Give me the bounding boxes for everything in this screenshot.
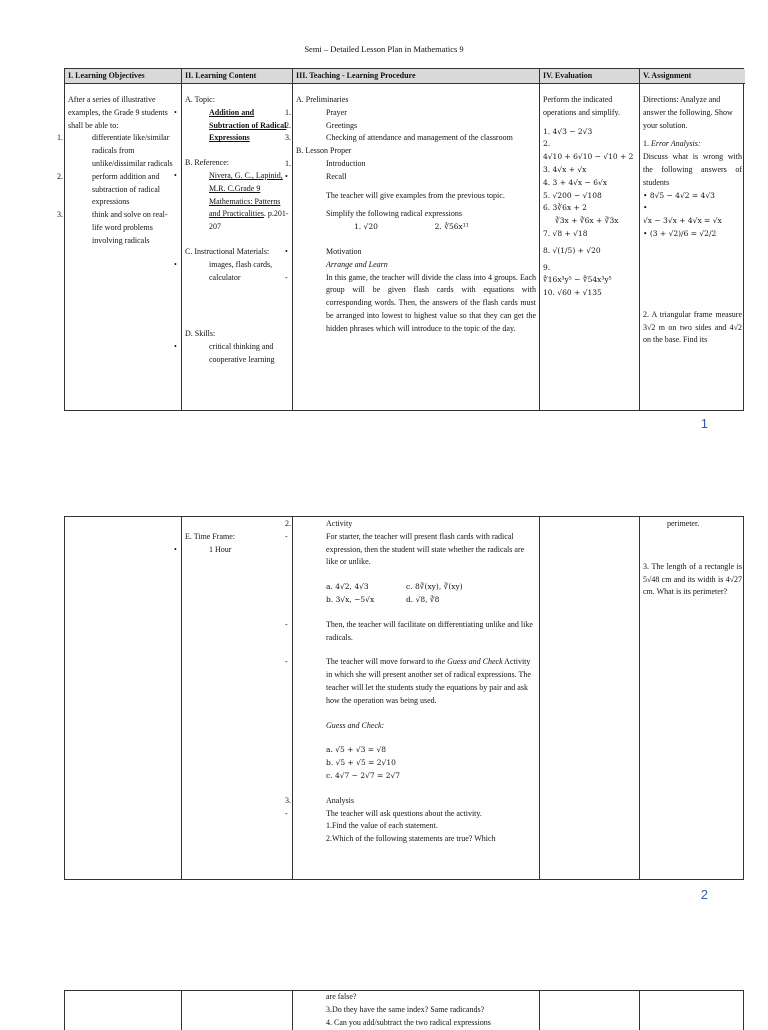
- page-number: 2: [700, 887, 708, 902]
- eval-item: 4. 3 + 4√x − 6√x: [543, 177, 607, 187]
- objective-item: 3. think and solve on real-life word problems involving radicals: [57, 210, 168, 245]
- content-column: E. Time Frame: • 1 Hour: [182, 517, 293, 879]
- skills: critical thinking and cooperative learning: [209, 342, 275, 364]
- materials-label: C. Instructional Materials:: [185, 246, 270, 256]
- topic-title: Addition and Subtraction of Radical Expressions: [209, 107, 287, 143]
- motivation-heading: Motivation: [326, 246, 362, 256]
- objectives-column: [65, 517, 182, 879]
- guess-check-title: Guess and Check:: [326, 720, 385, 730]
- objectives-intro: After a series of illustrative examples, the Grade 9 students shall be able to:: [68, 95, 168, 130]
- eval-item: 7. √8 + √18: [543, 228, 588, 238]
- assignment-q2: 2. A triangular frame measure 3√2 m on two sides and 4√2 on the base. Find its: [643, 309, 742, 345]
- activity-item: a. 4√2, 4√3: [326, 582, 369, 592]
- activity-item: b. 3√x, −5√x: [326, 594, 375, 604]
- header-assignment: V. Assignment: [640, 69, 745, 84]
- assignment-column: [640, 517, 745, 879]
- activity-heading: Activity: [326, 519, 353, 528]
- analysis-question: 4. Can you add/subtract the two radical expressions: [326, 1017, 491, 1027]
- objectives-column: [57, 69, 182, 410]
- guess-item: b. √5 + √5 = 2√10: [326, 758, 396, 768]
- guess-item: a. √5 + √3 = √8: [326, 745, 386, 755]
- recall-example-1: 1. √20: [354, 222, 378, 232]
- eval-item: 10. √60 + √135: [543, 288, 602, 298]
- lesson-plan-table-page-1: [57, 68, 744, 411]
- lesson-plan-table-page-2: [64, 516, 744, 880]
- content-column: II. Learning Content A. Topic: • Addition and Subtraction of Radical Expressions B. Reference: • Nivera, G. C., Lapinid, M.R. C.Grade 9 Mathematics: Patterns and Practicalities. p.201-207 C. Instructional Materials: • images, flash cards, calculator D. Skills: • critical thinking and cooperative learning: [182, 69, 293, 410]
- evaluation-column: [540, 517, 640, 879]
- analysis-text: The teacher will ask questions about the activity.: [326, 808, 482, 818]
- simplify-instruction: Simplify the following radical expressions: [326, 209, 462, 219]
- topic-label: A. Topic:: [185, 95, 215, 104]
- reference-authors: Nivera, G. C., Lapinid, M.R. C.Grade 9 Mathematics: Patterns and Practicalities: [209, 170, 283, 219]
- eval-item: 4√10 + 6√10 − √10 + 2: [543, 152, 634, 162]
- assignment-column: V. Assignment Directions: Analyze and answer the following. Show your solution. 1. Error Analysis: Discuss what is wrong with the following answers of students • 8√5 − 4√2 = 4√3 • √x − 3√x + 4√x = √x • (3 + √2)/6 = √2/2 2. A triangular frame measure 3√2 m on two sides and 4√2 on the base. Find its: [640, 69, 745, 410]
- eval-item: 6. 3∛6x + 2: [543, 203, 587, 213]
- procedure-column: [293, 991, 540, 1030]
- recall-text: The teacher will give examples from the previous topic.: [326, 190, 505, 200]
- reference-pages: . p.201-207: [209, 209, 289, 232]
- timeframe: 1 Hour: [209, 544, 232, 554]
- recall-example-2: 2. ∛56x¹¹: [434, 222, 469, 232]
- error-analysis-text: Discuss what is wrong with the following answers of students: [643, 152, 742, 187]
- lesson-plan-table-page-3: [64, 990, 744, 1030]
- eval-item: ∛3x + ∛6x + ∛3x: [555, 216, 619, 226]
- procedure-column: 2. Activity - For starter, the teacher will present flash cards with radical expression, then the student will state whether the radicals are like or unlike. a. 4√2, 4√3 c. 8∛(xy), ∛(xy) b. 3√x, −5√x d. √8, ∛8 - Then, the teacher will facilitate on differentiating unlike and like radicals. - The teacher will move forward to the Guess and Check Activity in which she will present another set of radical expressions. The teacher will let the students study the equations by pair and ask how the operation was being used. Guess and Check: a. √5 + √3 = √8 b. √5 + √5 = 2√10 c. 4√7 − 2√7 = 2√7 3. Analysis - The teacher will ask questions about the activity. 1.Find the value of each statement. 2.Which of the following statements are true? Which: [293, 517, 540, 879]
- header-objectives: I. Learning Objectives: [65, 69, 181, 84]
- error-item: 8√5 − 4√2 = 4√3: [649, 190, 715, 200]
- eval-item: 5. √200 − √108: [543, 190, 602, 200]
- objectives-column: [65, 991, 182, 1030]
- objective-item: 1. differentiate like/similar radicals from unlike/dissimilar radicals: [57, 133, 173, 168]
- eval-item: 2.: [543, 139, 551, 149]
- error-analysis-title: Error Analysis:: [651, 139, 701, 149]
- eval-item: ∜16x³y⁵ − ∜54x³y⁵: [543, 275, 612, 285]
- eval-item: 8. √(1/5) + √20: [543, 245, 601, 255]
- motivation-title: Arrange and Learn: [326, 259, 388, 269]
- lesson-proper-heading: B. Lesson Proper: [296, 146, 352, 156]
- activity-item: d. √8, ∛8: [406, 594, 440, 604]
- page-number: 1: [700, 416, 708, 431]
- content-column: [182, 991, 293, 1030]
- analysis-question: 2.Which of the following statements are true? Which: [326, 834, 496, 844]
- guess-item: c. 4√7 − 2√7 = 2√7: [326, 770, 401, 780]
- eval-item: 9.: [543, 262, 551, 272]
- timeframe-label: E. Time Frame:: [185, 532, 236, 541]
- header-procedure: III. Teaching - Learning Procedure: [293, 69, 539, 84]
- assignment-column: [640, 991, 745, 1030]
- procedure-column: III. Teaching - Learning Procedure A. Preliminaries 1. Prayer 2. Greetings 3. Checking of attendance and management of the classroom B. Lesson Proper 1. Introduction • Recall The teacher will give examples from the previous topic. Simplify the following radical expressions 1. √20 2. ∛56x¹¹ • Motivation Arrange and Learn - In this game, the teacher will divide the class into 4 groups. Each group will be given flash cards with equations with corresponding words. Then, the answers of the flash cards must be arranged into lowest to highest value so that they can get the hidden phrases which will introduce to the topic of the day.: [293, 69, 540, 410]
- materials: images, flash cards, calculator: [209, 259, 273, 282]
- error-item: √x − 3√x + 4√x = √x: [643, 216, 722, 226]
- objective-item: 2. perform addition and subtraction of radical expressions: [57, 171, 160, 207]
- assignment-q2-cont: perimeter.: [667, 519, 700, 528]
- evaluation-column: [540, 69, 640, 410]
- skills-label: D. Skills:: [185, 329, 216, 339]
- header-content: II. Learning Content: [182, 69, 292, 84]
- evaluation-column: [540, 991, 640, 1030]
- activity-item: c. 8∛(xy), ∛(xy): [406, 582, 463, 592]
- reference-label: B. Reference:: [185, 158, 229, 168]
- assignment-intro: Directions: Analyze and answer the following. Show your solution.: [643, 95, 733, 130]
- preliminaries-heading: A. Preliminaries: [296, 95, 349, 104]
- analysis-question: 3.Do they have the same index? Same radicands?: [326, 1004, 485, 1014]
- analysis-heading: Analysis: [326, 795, 354, 805]
- eval-item: 1. 4√3 − 2√3: [543, 126, 593, 136]
- assignment-q3: 3. The length of a rectangle is 5√48 cm and its width is 4√27 cm. What is its perimeter?: [643, 561, 742, 597]
- eval-item: 3. 4√x + √x: [543, 164, 587, 174]
- analysis-question: 1.Find the value of each statement.: [326, 821, 438, 831]
- evaluation-intro: Perform the indicated operations and simplify.: [543, 95, 621, 117]
- activity-text: For starter, the teacher will present flash cards with radical expression, then the student will state whether the radicals are like or unlike.: [326, 531, 525, 567]
- facilitate-text: Then, the teacher will facilitate on differentiating unlike and like radicals.: [326, 619, 533, 642]
- motivation-text: In this game, the teacher will divide the class into 4 groups. Each group will be given flash cards with equations with corresponding words. Then, the answers of the flash cards must be arranged into lowest to highest value so that they can get the hidden phrases which will introduce to the topic of the day.: [326, 272, 536, 333]
- error-item: (3 + √2)/6 = √2/2: [649, 228, 717, 238]
- page-title: Semi – Detailed Lesson Plan in Mathematics 9: [304, 44, 464, 54]
- header-evaluation: IV. Evaluation: [540, 69, 639, 84]
- analysis-question: are false?: [326, 992, 357, 1001]
